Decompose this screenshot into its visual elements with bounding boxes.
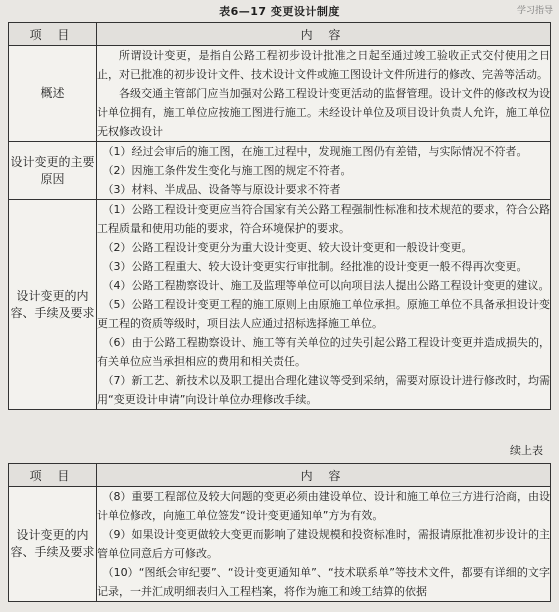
change-design-table	[8, 22, 551, 410]
row-content-reasons	[97, 142, 551, 200]
list-item: （1）经过会审后的施工图，在施工过程中，发现施工图仍有差错，与实际情况不符者。	[102, 145, 528, 158]
table-header-row	[9, 23, 551, 46]
row-content-procedures	[97, 200, 551, 410]
continued-label: 续上表	[510, 444, 543, 457]
list-item: （5）公路工程设计变更工程的施工原则上由原施工单位承担。原施工单位不具备承担设计变更工程的资质等级时，项目法人应通过招标选择施工单位。	[97, 298, 550, 330]
row-label-procedures: 设计变更的内容、手续及要求	[9, 200, 97, 410]
list-item: （6）由于公路工程勘察设计、施工等有关单位的过失引起公路工程设计变更并造成损失的，有关单位应当承担相应的费用和相关责任。	[97, 336, 550, 368]
header-item: 项 目	[9, 23, 97, 46]
list-item: （7）新工艺、新技术以及职工提出合理化建议等受到采纳，需要对原设计进行修改时，均需用“变更设计申请”向设计单位办理修改手续。	[97, 374, 550, 406]
table-header-row	[9, 464, 551, 487]
row-label-overview: 概述	[9, 46, 97, 142]
list-item: （2）因施工条件发生变化与施工图的规定不符者。	[102, 164, 352, 177]
header-content: 内 容	[97, 23, 551, 46]
list-item: （3）材料、半成品、设备等与原设计要求不符者	[102, 183, 341, 196]
list-item: （9）如果设计变更做较大变更而影响了建设规模和投资标准时，需报请原批准初步设计的主管单位同意后方可修改。	[97, 528, 550, 560]
row-label-procedures-continued: 设计变更的内容、手续及要求	[9, 487, 97, 602]
table-title: 表6—17 变更设计制度	[219, 5, 340, 18]
table-row	[9, 142, 551, 200]
list-item: （1）公路工程设计变更应当符合国家有关公路工程强制性标准和技术规范的要求，符合公路工程质量和使用功能的要求，符合环境保护的要求。	[97, 203, 550, 235]
list-item: （8）重要工程部位及较大问题的变更必须由建设单位、设计和施工单位三方进行洽商，由设计单位修改，向施工单位签发“设计变更通知单”方为有效。	[97, 490, 550, 522]
table-row	[9, 200, 551, 410]
list-item: （4）公路工程勘察设计、施工及监理等单位可以向项目法人提出公路工程设计变更的建议。	[102, 279, 550, 292]
row-content-overview	[97, 46, 551, 142]
change-design-table-continued	[8, 463, 551, 602]
row-label-reasons: 设计变更的主要原因	[9, 142, 97, 200]
corner-text: 学习指导	[516, 6, 553, 16]
list-item: （3）公路工程重大、较大设计变更实行审批制。经批准的设计变更一般不得再次变更。	[102, 260, 528, 273]
row-content-procedures-continued	[97, 487, 551, 602]
list-item: （10）“图纸会审纪要”、“设计变更通知单”、“技术联系单”等技术文件，都要有详细的文字记录，一并汇成明细表归入工程档案，将作为施工和竣工结算的依据	[97, 566, 550, 598]
overview-paragraph: 各级交通主管部门应当加强对公路工程设计变更活动的监督管理。设计文件的修改权为设计单位拥有，施工单位应按施工图进行施工。未经设计单位及项目设计负责人允许，施工单位无权修改设计	[97, 87, 550, 138]
header-content: 内 容	[97, 464, 551, 487]
table-row	[9, 487, 551, 602]
header-item: 项 目	[9, 464, 97, 487]
table-row	[9, 46, 551, 142]
list-item: （2）公路工程设计变更分为重大设计变更、较大设计变更和一般设计变更。	[102, 241, 473, 254]
overview-paragraph: 所谓设计变更，是指自公路工程初步设计批准之日起至通过竣工验收正式交付使用之日止，对已批准的初步设计文件、技术设计文件或施工图设计文件所进行的修改、完善等活动。	[97, 49, 550, 81]
